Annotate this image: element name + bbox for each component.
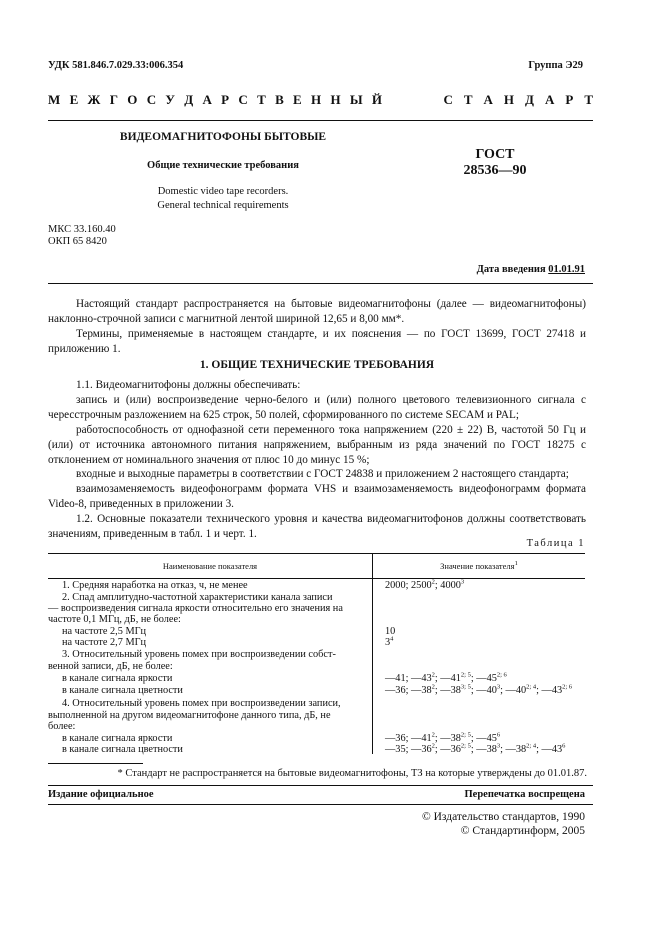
value-part-sup: 2; 5 <box>460 731 471 739</box>
table-row-2-sub-2-value <box>385 637 393 648</box>
table-row-3-sub-2: в канале сигнала цветности <box>62 685 183 696</box>
para-1-1: 1.1. Видеомагнитофоны должны обеспечивать: <box>76 379 301 391</box>
official-edition: Издание официальное <box>48 789 154 800</box>
table-row-4-sub-2: в канале сигнала цветности <box>62 744 183 755</box>
value-part-sup: 2 <box>431 683 435 691</box>
gost-label: ГОСТ <box>475 147 515 162</box>
udk-code: УДК 581.846.7.029.33:006.354 <box>48 60 184 71</box>
r1-val-a-sup: 2 <box>431 578 435 586</box>
intro-divider <box>48 283 593 284</box>
okp-code: ОКП 65 8420 <box>48 236 107 247</box>
footer-divider <box>48 785 593 786</box>
table-row-4-line-1: 4. Относительный уровень помех при воспроизведении записи, <box>62 698 341 709</box>
value-part: ; —41 <box>434 673 461 684</box>
value-part: ; —43 <box>536 685 563 696</box>
table-row-2-line-1: 2. Спад амплитудно-частотной характеристики канала записи <box>62 592 333 603</box>
doc-title-en-1: Domestic video tape recorders. <box>157 186 289 197</box>
value-part-sup: 2; 4 <box>526 683 537 691</box>
value-part: ; —38 <box>470 744 497 755</box>
value-header-text: Значение показателя <box>440 561 515 571</box>
header-divider <box>48 120 593 121</box>
banner-word-2: С Т А Н Д А Р Т <box>443 92 593 107</box>
table-col-value-header <box>373 561 585 571</box>
value-part: —36; —41 <box>385 733 432 744</box>
table-top-rule <box>48 553 585 554</box>
value-part-sup: 2 <box>431 731 435 739</box>
footer-bottom-divider <box>48 804 593 805</box>
value-header-sup: 1 <box>514 560 518 568</box>
table-row-1-name: 1. Средняя наработка на отказ, ч, не менее <box>62 580 248 591</box>
table-header-rule <box>48 578 585 579</box>
intro-paragraph-1: Настоящий стандарт распространяется на бытовые видеомагнитофоны (далее — видеомагнитофоны) наклонно-строчной записи с магнитной лентой шириной 12,65 и 8,00 мм*. <box>48 298 586 325</box>
doc-title-en-2: General technical requirements <box>157 200 289 211</box>
footnote: * Стандарт не распространяется на бытовые видеомагнитофоны, ТЗ на которые утверждены до 01.01.87. <box>117 768 587 779</box>
table-col-name-header: Наименование показателя <box>162 561 258 571</box>
table-row-3-line-2: венной записи, дБ, не более: <box>48 661 173 672</box>
value-part-sup: 2 <box>431 671 435 679</box>
table-row-2-line-3: частоте 0,1 МГц, дБ, не более: <box>48 614 181 625</box>
value-part: —35; —36 <box>385 744 432 755</box>
r2-s2-sup: 4 <box>390 635 394 643</box>
value-part: ; —36 <box>434 744 461 755</box>
intro-date <box>477 264 585 275</box>
value-part: ; —40 <box>500 685 527 696</box>
value-part-sup: 2; 4 <box>526 742 537 750</box>
section-1-text <box>48 378 586 542</box>
table-row-4-sub-1: в канале сигнала яркости <box>62 733 173 744</box>
table-row-4-line-3: более: <box>48 721 76 732</box>
value-part-sup: 6 <box>496 731 501 739</box>
intro-text <box>48 297 586 357</box>
value-part-sup: 2 <box>431 742 435 750</box>
value-part-sup: 2; 5 <box>460 742 471 750</box>
para-1-1-a: запись и (или) воспроизведение черно-белого и (или) полного цветового телевизионного сигнала с чересстрочным разложением на 625 строк, 50 полей, сформированного по системе SECAM и PAL; <box>48 393 586 421</box>
table-row-3-sub-2-value <box>385 685 572 696</box>
r2-s2-val: 3 <box>385 637 391 648</box>
value-part-sup: 2; 6 <box>562 683 573 691</box>
table-body-col-divider <box>372 578 373 754</box>
doc-title: ВИДЕОМАГНИТОФОНЫ БЫТОВЫЕ <box>119 131 327 143</box>
table-caption: Таблица 1 <box>526 538 585 549</box>
value-part: —41; —43 <box>385 673 432 684</box>
table-row-3-sub-1: в канале сигнала яркости <box>62 673 173 684</box>
value-part-sup: 6 <box>562 742 566 750</box>
para-1-1-d: взаимозаменяемость видеофонограмм формата VHS и взаимозаменяемость видеофонограмм формата Video-8, приведенных в приложении 3. <box>48 483 586 511</box>
value-part-sup: 3 <box>496 683 501 691</box>
mks-code: МКС 33.160.40 <box>48 224 116 235</box>
value-part: ; —38 <box>434 733 461 744</box>
r1-val-b-sup: 3 <box>460 578 465 586</box>
value-part: ; —40 <box>470 685 497 696</box>
table-row-4-sub-2-value <box>385 744 565 755</box>
value-part-sup: 2; 6 <box>496 671 507 679</box>
value-part: ; —45 <box>470 733 497 744</box>
value-part: ; —43 <box>536 744 563 755</box>
value-part: —36; —38 <box>385 685 432 696</box>
intro-paragraph-2: Термины, применяемые в настоящем стандарте, и их пояснения — по ГОСТ 13699, ГОСТ 27418 и приложению 1. <box>48 327 586 355</box>
intro-date-label: Дата введения <box>476 264 546 275</box>
interstate-standard-banner <box>48 92 593 108</box>
copyright-1: © Издательство стандартов, 1990 <box>421 811 585 823</box>
table-row-2-sub-1: на частоте 2,5 МГц <box>62 626 147 637</box>
para-1-1-c: входные и выходные параметры в соответствии с ГОСТ 24838 и приложением 2 настоящего стандарта; <box>76 468 569 481</box>
gost-number: 28536—90 <box>463 163 527 178</box>
value-part: ; —38 <box>434 685 461 696</box>
doc-subtitle: Общие технические требования <box>147 160 299 171</box>
copyright-2: © Стандартинформ, 2005 <box>460 825 585 837</box>
table-row-2-line-2: — воспроизведения сигнала яркости относительно его значения на <box>48 603 343 614</box>
intro-date-value: 01.01.91 <box>548 264 585 275</box>
value-part: ; —45 <box>470 673 497 684</box>
table-row-3-sub-1-value <box>385 673 507 684</box>
table-row-4-sub-1-value <box>385 733 500 744</box>
table-row-3-line-1: 3. Относительный уровень помех при воспроизведении собст- <box>62 649 336 660</box>
value-part-sup: 3 <box>496 742 501 750</box>
para-1-2: 1.2. Основные показатели технического уровня и качества видеомагнитофонов должны соответствовать значениям, приведенным в табл. 1 и черт. 1. <box>48 513 586 541</box>
table-row-1-value <box>385 580 464 591</box>
banner-word-1: М Е Ж Г О С У Д А Р С Т В Е Н Н Ы Й <box>48 92 383 107</box>
para-1-1-b: работоспособность от однофазной сети переменного тока напряжением (220 ± 22) В, частотой 50 Гц и (или) от источника автономного питания напряжением, выбранным из ряда значений по ГОСТ 18275 с отклонением от номинального значения от плюс 10 до минус 15 %; <box>48 423 586 466</box>
footnote-rule <box>48 763 143 764</box>
group-code: Группа Э29 <box>528 60 583 71</box>
value-part-sup: 2; 5 <box>460 671 471 679</box>
r1-val-b: ; 4000 <box>434 580 461 591</box>
table-row-2-sub-2: на частоте 2,7 МГц <box>62 637 147 648</box>
value-part-sup: 3; 5 <box>460 683 471 691</box>
table-row-2-sub-1-value: 10 <box>385 626 396 637</box>
reprint-prohibited: Перепечатка воспрещена <box>464 789 585 800</box>
section-1-heading: 1. ОБЩИЕ ТЕХНИЧЕСКИЕ ТРЕБОВАНИЯ <box>199 359 435 371</box>
r1-val-a: 2000; 2500 <box>385 580 432 591</box>
table-row-4-line-2: выполненной на другом видеомагнитофоне данного типа, дБ, не <box>48 710 331 721</box>
value-part: ; —38 <box>500 744 527 755</box>
